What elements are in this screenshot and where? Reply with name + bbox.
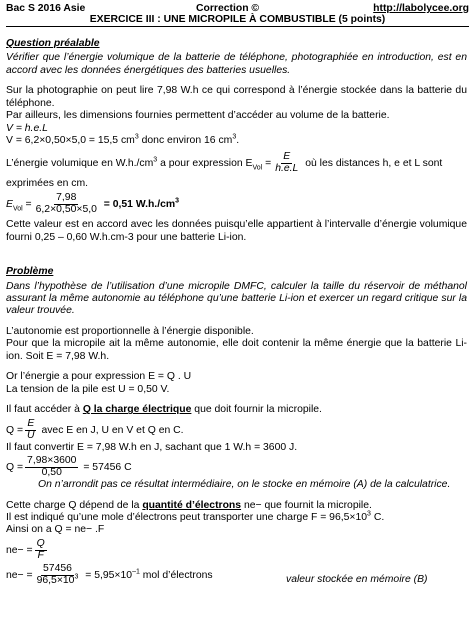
exercise-title: EXERCICE III : UNE MICROPILE À COMBUSTIBLE (5 points)	[89, 14, 386, 25]
charge-calc: Q = $\frac{7,98\times 3600}{0,50}$ = 57456 C	[6, 455, 132, 479]
volume-calc: V = 6,2×0,50×5,0 = 15,5 $cm^3$ donc environ 16 $cm^3$.	[6, 133, 240, 147]
paragraph: Sur la photographie on peut lire 7,98 W.h ce qui correspond à l’énergie stockée dans la batterie du téléphone.	[6, 85, 467, 109]
energy-result: = 0,51 $W.h./cm^3$	[100, 197, 180, 211]
key-term-electrons: quantité d’électrons	[142, 499, 242, 511]
formula-electrons: ne− = $\frac{Q}{F}$	[6, 537, 45, 561]
paragraph: Cette charge Q dépend de la quantité d’électrons ne− que fournit la micropile.	[6, 499, 372, 511]
electrons-calc: ne− = $\frac{57456}{96,5\times 10^3}$ = $5,95\times 10^{-1}$ mol d’électrons valeur stockée en mémoire (B)	[6, 562, 428, 586]
paragraph: Il est indiqué qu’une mole d’électrons peut transporter une charge $F = 96,5\times 10^3$ C.	[6, 510, 385, 523]
document-body	[6, 28, 467, 587]
paragraph: Par ailleurs, les dimensions fournies permettent d’accéder au volume de la batterie.	[6, 110, 390, 122]
formula-volume: V = h.e.L	[6, 122, 48, 134]
paragraph: Il faut convertir E = 7,98 W.h en J, sachant que 1 W.h = 3600 J.	[6, 441, 298, 453]
paragraph: exprimées en cm.	[6, 177, 88, 189]
conclusion-paragraph: Cette valeur est en accord avec les données puisqu’elle appartient à l’intervalle d’énergie volumique fourni 0,25 – 0,60 W.h.cm-3 pour une batterie Li-ion.	[6, 219, 467, 243]
paragraph: Ainsi on a Q = ne− .F	[6, 524, 105, 536]
header-site-link[interactable]: http://labolycee.org	[373, 3, 469, 14]
energy-expression: L’énergie volumique en $W.h./cm^3$ a pour expression $E_{Vol}$ = $\frac{E}{h.e.L}$ où les distances h, e et L sont	[6, 150, 443, 174]
paragraph: Il faut accéder à Q la charge électrique que doit fournir la micropile.	[6, 404, 322, 416]
page-header	[6, 2, 469, 27]
header-exam: Bac S 2016 Asie	[6, 3, 86, 14]
paragraph: La tension de la pile est U = 0,50 V.	[6, 383, 170, 395]
paragraph: Pour que la micropile ait la même autonomie, elle doit contenir la même énergie que la batterie Li-ion. Soit E = 7,98 W.h.	[6, 338, 467, 362]
header-correction: Correction ©	[196, 3, 260, 14]
paragraph: L’autonomie est proportionnelle à l’énergie disponible.	[6, 325, 254, 337]
key-term-charge: Q la charge électrique	[82, 404, 192, 416]
energy-calc: $E_{Vol}$ = $\frac{7,98}{6,2\times 0,50\times 5,0}$ = 0,51 $W.h./cm^3$	[6, 192, 180, 216]
paragraph: Or l’énergie a pour expression E = Q . U	[6, 371, 192, 383]
section-heading-probleme: Problème	[6, 266, 54, 278]
section-heading-question: Question préalable	[6, 38, 100, 49]
probleme-statement: Dans l’hypothèse de l’utilisation d’une micropile DMFC, calculer la taille du réservoir de méthanol assurant la même autonomie au téléphone qu’une batterie Li-ion et exercer un regard critique sur la valeur trouvée.	[6, 280, 467, 317]
memory-note: valeur stockée en mémoire (B)	[286, 573, 428, 585]
calculator-note: On n’arrondit pas ce résultat intermédiaire, on le stocke en mémoire (A) de la calculatrice.	[38, 479, 451, 491]
formula-charge: Q = $\frac{E}{U}$ avec E en J, U en V et Q en C.	[6, 417, 184, 441]
question-statement: Vérifier que l’énergie volumique de la batterie de téléphone, photographiée en introduction, est en accord avec les données énergétiques des batteries usuelles.	[6, 52, 467, 76]
